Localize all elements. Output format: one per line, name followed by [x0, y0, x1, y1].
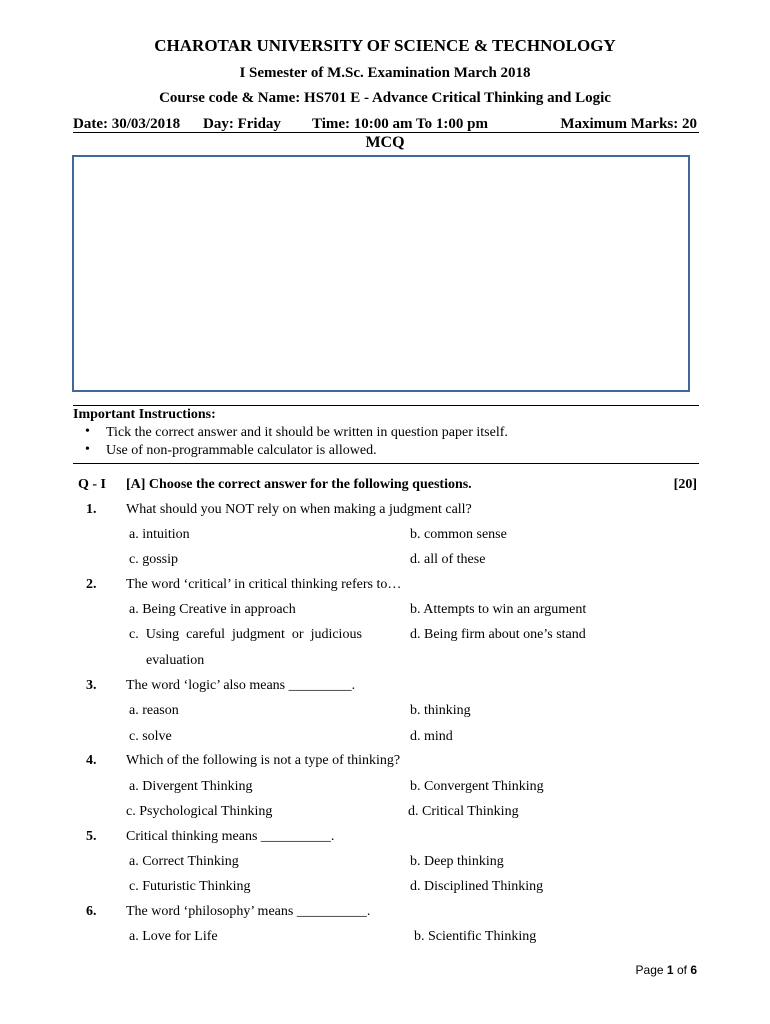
option-c-continuation: evaluation [146, 653, 205, 668]
question-number: 3. [86, 678, 97, 693]
option-b: b. common sense [410, 527, 507, 542]
section-instruction: [A] Choose the correct answer for the following questions. [126, 477, 472, 492]
option-d: d. all of these [410, 552, 486, 567]
question-text: The word ‘critical’ in critical thinking refers to… [126, 577, 402, 592]
page-word: Page [635, 963, 664, 977]
option-a: a. Correct Thinking [129, 854, 239, 869]
option-a: a. Being Creative in approach [129, 602, 296, 617]
question-number: 4. [86, 753, 97, 768]
section-title-mcq: MCQ [365, 134, 405, 151]
option-d: d. Being firm about one’s stand [410, 627, 586, 642]
section-label: Q - I [78, 477, 106, 492]
option-c: c. gossip [129, 552, 178, 567]
question-number: 1. [86, 502, 97, 517]
question-text: Which of the following is not a type of thinking? [126, 753, 401, 768]
page-total: 6 [690, 963, 697, 977]
question-number: 2. [86, 577, 97, 592]
exam-day: Day: Friday [203, 116, 281, 132]
instructions-divider-top [73, 405, 699, 406]
option-d: d. Critical Thinking [408, 804, 519, 819]
bullet-icon: • [85, 424, 90, 439]
option-b: b. Attempts to win an argument [410, 602, 587, 617]
bullet-icon: • [85, 442, 90, 457]
instruction-item: Tick the correct answer and it should be written in question paper itself. [106, 425, 508, 440]
question-text: The word ‘logic’ also means _________. [126, 678, 356, 693]
exam-date: Date: 30/03/2018 [73, 116, 181, 132]
option-d: d. mind [410, 729, 453, 744]
option-a: a. Divergent Thinking [129, 779, 253, 794]
question-number: 5. [86, 829, 97, 844]
question-text: Critical thinking means __________. [126, 829, 335, 844]
page-number [636, 963, 697, 977]
header-divider [73, 132, 699, 133]
instruction-item: Use of non-programmable calculator is allowed. [106, 443, 377, 458]
exam-time: Time: 10:00 am To 1:00 pm [312, 116, 488, 132]
option-c: c. Psychological Thinking [126, 804, 273, 819]
option-b: b. Deep thinking [410, 854, 504, 869]
option-a: a. Love for Life [129, 929, 218, 944]
instructions-divider-bottom [73, 463, 699, 464]
option-b: b. Convergent Thinking [410, 779, 544, 794]
option-a: a. intuition [129, 527, 190, 542]
instructions-heading: Important Instructions: [73, 407, 216, 422]
question-text: What should you NOT rely on when making a judgment call? [126, 502, 472, 517]
of-word: of [676, 963, 687, 977]
max-marks: Maximum Marks: 20 [560, 116, 697, 132]
university-title: CHAROTAR UNIVERSITY OF SCIENCE & TECHNOLOGY [154, 36, 616, 55]
page-current: 1 [666, 963, 674, 977]
option-a: a. reason [129, 703, 179, 718]
answer-box [72, 155, 690, 392]
section-marks: [20] [673, 477, 697, 492]
option-c: c. Futuristic Thinking [129, 879, 251, 894]
question-text: The word ‘philosophy’ means __________. [126, 904, 371, 919]
option-c: c. Using careful judgment or judicious [129, 627, 362, 642]
semester-line: I Semester of M.Sc. Examination March 2018 [239, 65, 531, 81]
option-d: d. Disciplined Thinking [410, 879, 544, 894]
option-c: c. solve [129, 729, 172, 744]
course-line: Course code & Name: HS701 E - Advance Critical Thinking and Logic [159, 90, 611, 106]
question-number: 6. [86, 904, 97, 919]
option-b: b. thinking [410, 703, 471, 718]
option-b: b. Scientific Thinking [414, 929, 537, 944]
